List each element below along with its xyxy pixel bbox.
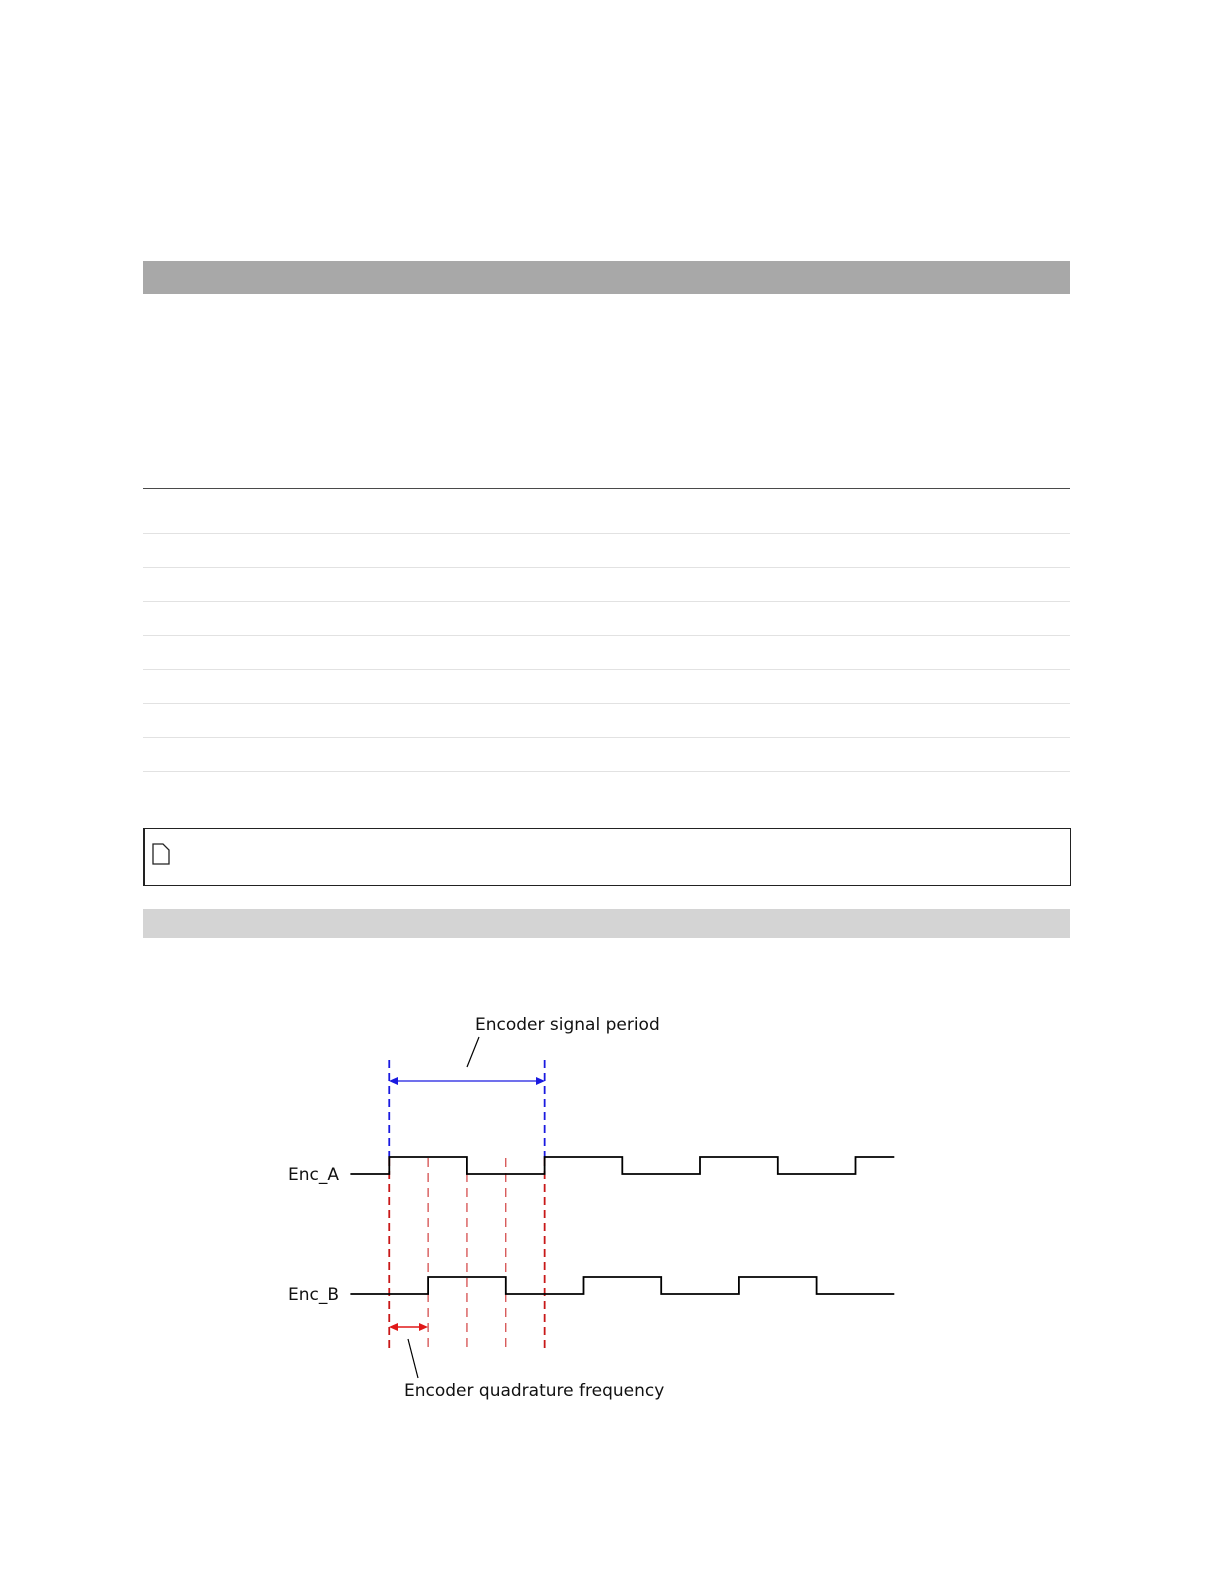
period-arrow-left-head <box>389 1077 398 1085</box>
period-marker <box>389 1015 660 1085</box>
quadrature-marker <box>389 1323 664 1401</box>
quadrature-label: Encoder quadrature frequency <box>404 1381 665 1401</box>
quadrature-leader-line <box>408 1339 418 1378</box>
quadrature-arrow-right-head <box>419 1323 428 1331</box>
period-leader-line <box>467 1037 479 1067</box>
signal-waveforms <box>350 1157 894 1294</box>
waveform-enc-b <box>350 1277 894 1294</box>
quadrature-arrow-left-head <box>389 1323 398 1331</box>
enc-b-label: Enc_B <box>288 1285 340 1305</box>
edge-guides <box>389 1060 544 1352</box>
waveform-enc-a <box>350 1157 894 1174</box>
period-arrow-right-head <box>536 1077 545 1085</box>
period-label: Encoder signal period <box>475 1015 660 1035</box>
enc-a-label: Enc_A <box>288 1165 339 1185</box>
